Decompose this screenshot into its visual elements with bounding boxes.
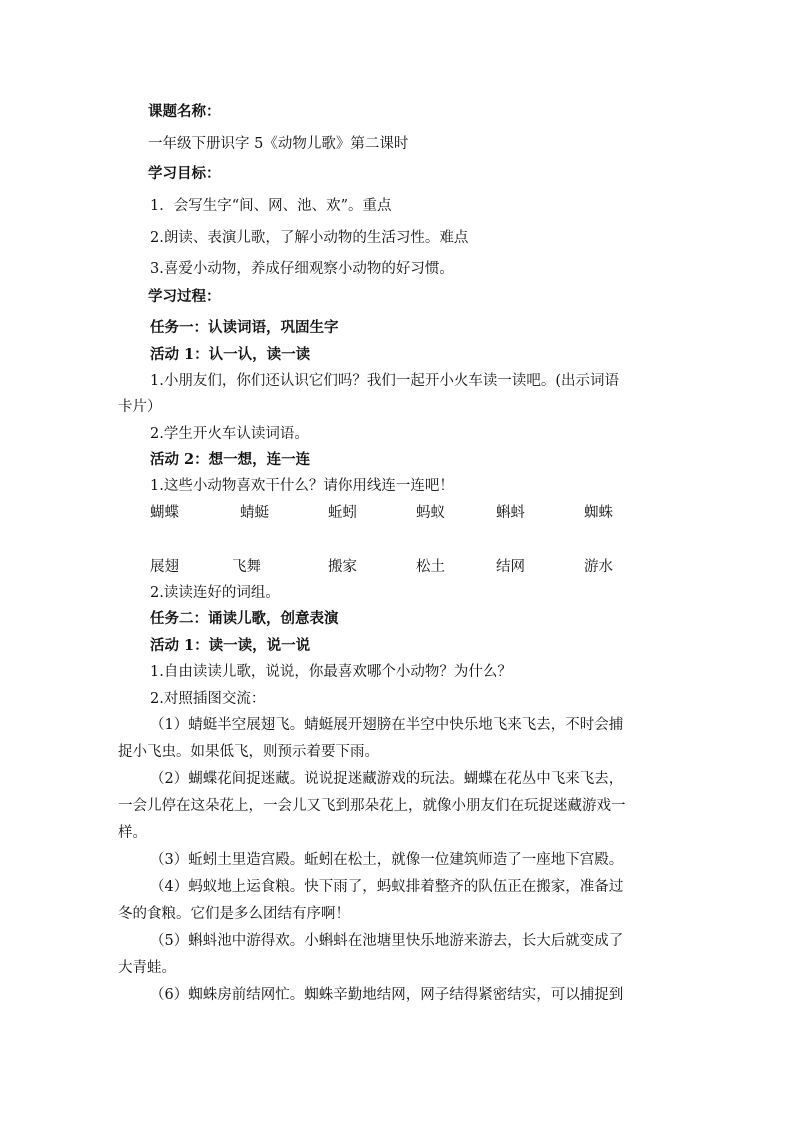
lesson-title: 一年级下册识字 5《动物儿歌》第二课时 [148, 136, 409, 152]
item-4-line: 冬的食粮。它们是多么团结有序啊！ [118, 906, 350, 922]
process-heading: 学习过程： [148, 288, 221, 305]
item-4-line: （4）蚂蚁地上运食粮。快下雨了，蚂蚁排着整齐的队伍正在搬家，准备过 [150, 879, 624, 895]
task1-activity2-heading: 活动 2：想一想，连一连 [150, 451, 311, 468]
item-5-line: （5）蝌蚪池中游得欢。小蝌蚪在池塘里快乐地游来游去，长大后就变成了 [150, 933, 624, 949]
item-1-line: （1）蜻蜓半空展翅飞。蜻蜓展开翅膀在半空中快乐地飞来飞去，不时会捕 [150, 717, 624, 733]
action-word: 松土 [416, 559, 445, 575]
animal-word: 蝴蝶 [150, 505, 179, 521]
animal-word: 蜘蛛 [584, 505, 613, 521]
item-2-line: 一会儿停在这朵花上，一会儿又飞到那朵花上，就像小朋友们在玩捉迷藏游戏一 [118, 798, 626, 814]
paragraph: 2.学生开火车认读词语。 [150, 426, 309, 442]
goals-heading: 学习目标： [148, 165, 221, 182]
item-3-line: （3）蚯蚓土里造宫殿。蚯蚓在松土，就像一位建筑师造了一座地下宫殿。 [150, 852, 624, 868]
item-2-line: 样。 [118, 825, 147, 841]
paragraph: 2.读读连好的词组。 [150, 585, 280, 601]
action-word: 展翅 [150, 559, 179, 575]
task1-heading: 任务一：认读词语，巩固生字 [150, 319, 339, 336]
item-5-line: 大青蛙。 [118, 960, 176, 976]
action-word: 游水 [584, 559, 613, 575]
paragraph: 2.对照插图交流： [150, 691, 266, 707]
item-6-line: （6）蜘蛛房前结网忙。蜘蛛辛勤地结网，网子结得紧密结实，可以捕捉到 [150, 987, 624, 1003]
goal-item: 3.喜爱小动物，养成仔细观察小动物的好习惯。 [150, 261, 454, 277]
animal-word: 蚯蚓 [328, 505, 357, 521]
task2-activity1-heading: 活动 1：读一读，说一说 [150, 637, 311, 654]
item-2-line: （2）蝴蝶花间捉迷藏。说说捉迷藏游戏的玩法。蝴蝶在花丛中飞来飞去， [150, 771, 624, 787]
task2-heading: 任务二：诵读儿歌，创意表演 [150, 610, 339, 627]
goal-item: 2.朗读、表演儿歌，了解小动物的生活习性。难点 [150, 230, 469, 246]
paragraph: 1.这些小动物喜欢干什么？请你用线连一连吧！ [150, 478, 454, 494]
action-word: 飞舞 [232, 559, 261, 575]
animal-word: 蚂蚁 [416, 505, 445, 521]
animal-word: 蝌蚪 [496, 505, 525, 521]
goal-item: 1．会写生字“间、网、池、欢”。重点 [150, 198, 392, 214]
item-1-line: 捉小飞虫。如果低飞，则预示着要下雨。 [118, 744, 379, 760]
action-word: 搬家 [328, 559, 357, 575]
task1-activity1-heading: 活动 1：认一认，读一读 [150, 346, 311, 363]
paragraph: 1.小朋友们，你们还认识它们吗？我们一起开小火车读一读吧。(出示词语 [150, 373, 619, 389]
paragraph: 卡片） [118, 399, 162, 415]
action-word: 结网 [496, 559, 525, 575]
title-heading: 课题名称： [148, 103, 221, 120]
animal-word: 蜻蜓 [240, 505, 269, 521]
paragraph: 1.自由读读儿歌，说说，你最喜欢哪个小动物？为什么？ [150, 664, 512, 680]
